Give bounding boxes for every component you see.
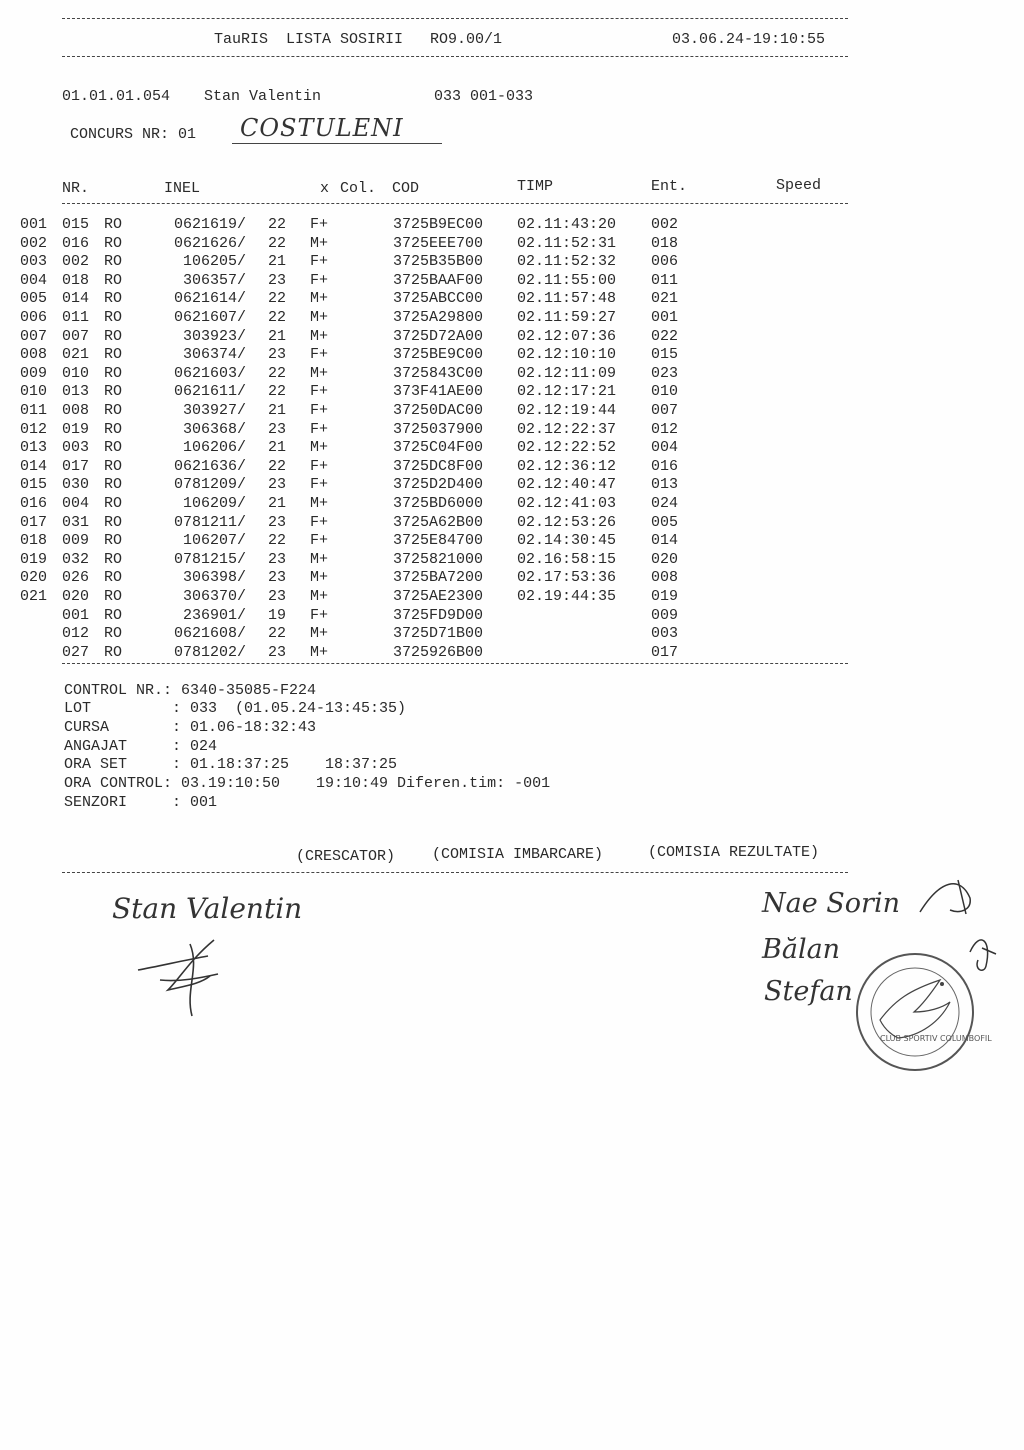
cell-ctry: RO <box>104 625 123 643</box>
ora-set-line: ORA SET : 01.18:37:25 18:37:25 <box>64 756 398 773</box>
cell-cod: 3725AE2300 <box>393 588 484 605</box>
cell-nr: 014 <box>62 290 90 308</box>
table-row <box>0 328 1024 346</box>
cell-yr: 19 <box>268 606 287 624</box>
cell-cod: 3725ABCC00 <box>393 290 484 308</box>
cell-yr: 21 <box>268 495 287 512</box>
cell-cod: 3725D72A00 <box>393 327 484 345</box>
cell-sex: M+ <box>310 588 329 605</box>
table-header-rule <box>62 203 848 204</box>
angajat-line: ANGAJAT : 024 <box>64 738 218 755</box>
cell-ent: 012 <box>651 420 679 438</box>
cell-ent: 017 <box>651 643 679 661</box>
cell-nr: 001 <box>62 606 90 624</box>
cell-yr: 23 <box>268 588 287 605</box>
cell-timp: 02.12:11:09 <box>517 364 617 382</box>
cell-ctry: RO <box>104 606 123 624</box>
cell-cod: 3725EEE700 <box>393 234 484 252</box>
table-row <box>0 532 1024 550</box>
cell-ctry: RO <box>104 495 123 512</box>
cell-ring: 0621614/ <box>173 290 246 308</box>
cell-nr: 030 <box>62 476 90 494</box>
cell-sex: M+ <box>310 290 329 308</box>
report-datetime: 03.06.24-19:10:55 <box>672 31 826 48</box>
cell-pos: 008 <box>20 346 48 364</box>
cell-sex: F+ <box>310 457 329 475</box>
cursa-line: CURSA : 01.06-18:32:43 <box>64 719 317 736</box>
cell-ctry: RO <box>104 290 123 308</box>
cell-ring: 0621626/ <box>173 234 246 252</box>
cell-nr: 011 <box>62 309 90 326</box>
cell-nr: 004 <box>62 495 90 512</box>
cell-cod: 3725A62B00 <box>393 513 484 531</box>
cell-yr: 22 <box>268 625 287 643</box>
cell-pos: 021 <box>20 588 48 605</box>
cell-pos: 002 <box>20 234 48 252</box>
cell-nr: 021 <box>62 346 90 364</box>
cell-cod: 3725B9EC00 <box>393 216 484 233</box>
cell-cod: 3725C04F00 <box>393 439 484 457</box>
cell-timp: 02.19:44:35 <box>517 588 617 605</box>
cell-yr: 22 <box>268 216 287 233</box>
cell-yr: 22 <box>268 364 287 382</box>
col-speed: Speed <box>776 177 822 194</box>
cell-nr: 019 <box>62 420 90 438</box>
cell-yr: 22 <box>268 309 287 326</box>
cell-ent: 019 <box>651 588 679 605</box>
cell-yr: 21 <box>268 439 287 457</box>
header-rule <box>62 56 848 57</box>
cell-sex: M+ <box>310 625 329 643</box>
cell-timp: 02.12:19:44 <box>517 402 617 419</box>
cell-yr: 21 <box>268 327 287 345</box>
cell-timp: 02.12:41:03 <box>517 495 617 512</box>
cell-sex: M+ <box>310 550 329 568</box>
cell-ctry: RO <box>104 513 123 531</box>
cell-sex: F+ <box>310 402 329 419</box>
right-signer-1: Nae Sorin <box>762 888 900 919</box>
owner-range: 033 001-033 <box>434 88 534 105</box>
cell-ctry: RO <box>104 271 123 289</box>
cell-ent: 020 <box>651 550 679 568</box>
cell-sex: F+ <box>310 420 329 438</box>
cell-nr: 026 <box>62 569 90 587</box>
cell-yr: 23 <box>268 513 287 531</box>
cell-timp: 02.12:22:52 <box>517 439 617 457</box>
table-row <box>0 290 1024 308</box>
cell-ent: 013 <box>651 476 679 494</box>
cell-timp: 02.12:10:10 <box>517 346 617 364</box>
cell-ctry: RO <box>104 550 123 568</box>
cell-timp: 02.11:43:20 <box>517 216 617 233</box>
cell-nr: 018 <box>62 271 90 289</box>
table-row <box>0 607 1024 625</box>
cell-cod: 3725926B00 <box>393 643 484 661</box>
cell-sex: M+ <box>310 364 329 382</box>
table-row <box>0 346 1024 364</box>
cell-timp: 02.12:07:36 <box>517 327 617 345</box>
cell-timp: 02.11:52:32 <box>517 253 617 271</box>
cell-pos: 011 <box>20 402 48 419</box>
cell-ent: 010 <box>651 383 679 401</box>
cell-pos: 005 <box>20 290 48 308</box>
cell-nr: 010 <box>62 364 90 382</box>
cell-ring: 306398/ <box>182 569 246 587</box>
cell-ring: 0621636/ <box>173 457 246 475</box>
cell-pos: 006 <box>20 309 48 326</box>
table-row <box>0 272 1024 290</box>
cell-ring: 0781211/ <box>173 513 246 531</box>
cell-timp: 02.11:52:31 <box>517 234 617 252</box>
right-signer-2: Bălan <box>762 934 841 965</box>
table-row <box>0 253 1024 271</box>
cell-timp: 02.11:57:48 <box>517 290 617 308</box>
cell-pos: 001 <box>20 216 48 233</box>
cell-pos: 012 <box>20 420 48 438</box>
report-title: TauRIS LISTA SOSIRII RO9.00/1 <box>214 31 503 48</box>
cell-pos: 003 <box>20 253 48 271</box>
cell-sex: F+ <box>310 271 329 289</box>
cell-ent: 011 <box>651 271 679 289</box>
cell-pos: 017 <box>20 513 48 531</box>
cell-ctry: RO <box>104 402 123 419</box>
cell-cod: 3725A29800 <box>393 309 484 326</box>
table-row <box>0 625 1024 643</box>
cell-pos: 009 <box>20 364 48 382</box>
cell-timp: 02.12:22:37 <box>517 420 617 438</box>
cell-ring: 306368/ <box>182 420 246 438</box>
owner-code: 01.01.01.054 <box>62 88 171 105</box>
cell-timp: 02.12:17:21 <box>517 383 617 401</box>
table-row <box>0 588 1024 606</box>
concurs-underline <box>232 143 442 144</box>
cell-timp: 02.12:53:26 <box>517 513 617 531</box>
cell-ring: 0621611/ <box>173 383 246 401</box>
col-inel: INEL <box>164 180 201 197</box>
cell-pos: 007 <box>20 327 48 345</box>
cell-ent: 008 <box>651 569 679 587</box>
cell-cod: 37250DAC00 <box>393 402 484 419</box>
cell-cod: 3725FD9D00 <box>393 606 484 624</box>
cell-nr: 016 <box>62 234 90 252</box>
cell-timp: 02.12:40:47 <box>517 476 617 494</box>
cell-sex: M+ <box>310 309 329 326</box>
cell-yr: 22 <box>268 457 287 475</box>
cell-yr: 21 <box>268 402 287 419</box>
cell-ring: 106209/ <box>182 495 246 512</box>
cell-cod: 3725BAAF00 <box>393 271 484 289</box>
cell-cod: 3725821000 <box>393 550 484 568</box>
cell-yr: 22 <box>268 290 287 308</box>
signature-rule <box>62 872 848 873</box>
cell-sex: F+ <box>310 476 329 494</box>
cell-nr: 020 <box>62 588 90 605</box>
cell-pos: 018 <box>20 532 48 550</box>
cell-ctry: RO <box>104 439 123 457</box>
top-rule <box>62 18 848 19</box>
cell-ent: 009 <box>651 606 679 624</box>
cell-pos: 019 <box>20 550 48 568</box>
cell-ring: 0621607/ <box>173 309 246 326</box>
cell-ctry: RO <box>104 457 123 475</box>
cell-yr: 22 <box>268 234 287 252</box>
cell-cod: 3725E84700 <box>393 532 484 550</box>
concurs-place: COSTULENI <box>240 114 404 142</box>
col-ent: Ent. <box>651 178 688 195</box>
cell-pos: 010 <box>20 383 48 401</box>
cell-ent: 022 <box>651 327 679 345</box>
cell-nr: 003 <box>62 439 90 457</box>
cell-cod: 3725BE9C00 <box>393 346 484 364</box>
cell-ent: 021 <box>651 290 679 308</box>
cell-cod: 3725B35B00 <box>393 253 484 271</box>
table-row <box>0 514 1024 532</box>
cell-ring: 306357/ <box>182 271 246 289</box>
cell-nr: 015 <box>62 216 90 233</box>
label-comisia-rezultate: (COMISIA REZULTATE) <box>648 844 820 861</box>
cell-ring: 106205/ <box>182 253 246 271</box>
cell-ent: 014 <box>651 532 679 550</box>
cell-ent: 001 <box>651 309 679 326</box>
cell-timp: 02.12:36:12 <box>517 457 617 475</box>
cell-sex: F+ <box>310 253 329 271</box>
cell-timp: 02.14:30:45 <box>517 532 617 550</box>
cell-nr: 002 <box>62 253 90 271</box>
cell-pos: 004 <box>20 271 48 289</box>
cell-ring: 306374/ <box>182 346 246 364</box>
cell-ring: 0621608/ <box>173 625 246 643</box>
cell-ctry: RO <box>104 216 123 233</box>
cell-ent: 007 <box>651 402 679 419</box>
ora-control-line: ORA CONTROL: 03.19:10:50 19:10:49 Diferen.tim: -001 <box>64 775 551 792</box>
cell-sex: F+ <box>310 346 329 364</box>
col-nr: NR. <box>62 180 90 197</box>
concurs-label: CONCURS NR: 01 <box>70 126 197 143</box>
table-row <box>0 402 1024 420</box>
cell-ctry: RO <box>104 346 123 364</box>
cell-ring: 106206/ <box>182 439 246 457</box>
cell-pos: 016 <box>20 495 48 512</box>
control-nr: CONTROL NR.: 6340-35085-F224 <box>64 682 317 699</box>
cell-cod: 3725843C00 <box>393 364 484 382</box>
cell-nr: 013 <box>62 383 90 401</box>
stamp-text: CLUB SPORTIV COLUMBOFIL <box>880 1034 992 1043</box>
cell-ring: 303923/ <box>182 327 246 345</box>
cell-yr: 23 <box>268 643 287 661</box>
cell-nr: 012 <box>62 625 90 643</box>
left-signer-name: Stan Valentin <box>112 892 303 925</box>
cell-ent: 016 <box>651 457 679 475</box>
cell-sex: F+ <box>310 383 329 401</box>
cell-nr: 027 <box>62 643 90 661</box>
cell-nr: 009 <box>62 532 90 550</box>
cell-ent: 006 <box>651 253 679 271</box>
lot-line: LOT : 033 (01.05.24-13:45:35) <box>64 700 407 717</box>
table-row <box>0 439 1024 457</box>
right-signer-3: Stefan <box>764 976 853 1007</box>
table-row <box>0 476 1024 494</box>
cell-sex: M+ <box>310 327 329 345</box>
label-crescator: (CRESCATOR) <box>296 848 396 865</box>
cell-ctry: RO <box>104 253 123 271</box>
cell-cod: 3725D71B00 <box>393 625 484 643</box>
cell-sex: M+ <box>310 643 329 661</box>
col-col: Col. <box>340 180 377 197</box>
label-comisia-imbarcare: (COMISIA IMBARCARE) <box>432 846 604 863</box>
cell-ent: 004 <box>651 439 679 457</box>
table-row <box>0 569 1024 587</box>
cell-ctry: RO <box>104 569 123 587</box>
cell-ctry: RO <box>104 309 123 326</box>
cell-yr: 22 <box>268 383 287 401</box>
cell-cod: 3725BD6000 <box>393 495 484 512</box>
cell-yr: 23 <box>268 271 287 289</box>
cell-pos: 015 <box>20 476 48 494</box>
cell-ring: 0781209/ <box>173 476 246 494</box>
cell-ring: 0621603/ <box>173 364 246 382</box>
cell-cod: 3725BA7200 <box>393 569 484 587</box>
cell-ctry: RO <box>104 383 123 401</box>
left-signature-scribble <box>130 938 240 1028</box>
cell-ring: 0781202/ <box>173 643 246 661</box>
table-row <box>0 551 1024 569</box>
cell-timp: 02.11:55:00 <box>517 271 617 289</box>
cell-timp: 02.11:59:27 <box>517 309 617 326</box>
cell-cod: 373F41AE00 <box>393 383 484 401</box>
cell-ent: 023 <box>651 364 679 382</box>
cell-timp: 02.16:58:15 <box>517 550 617 568</box>
owner-name: Stan Valentin <box>204 88 322 105</box>
col-timp: TIMP <box>517 178 554 195</box>
cell-ent: 003 <box>651 625 679 643</box>
cell-sex: M+ <box>310 569 329 587</box>
cell-ent: 005 <box>651 513 679 531</box>
club-stamp <box>850 950 980 1080</box>
cell-ent: 024 <box>651 495 679 512</box>
cell-pos: 020 <box>20 569 48 587</box>
cell-nr: 008 <box>62 402 90 419</box>
cell-ctry: RO <box>104 643 123 661</box>
col-x: x <box>320 180 330 197</box>
cell-sex: M+ <box>310 439 329 457</box>
cell-nr: 007 <box>62 327 90 345</box>
cell-ring: 0781215/ <box>173 550 246 568</box>
table-row <box>0 383 1024 401</box>
cell-sex: M+ <box>310 234 329 252</box>
cell-ctry: RO <box>104 532 123 550</box>
table-row <box>0 495 1024 513</box>
cell-yr: 21 <box>268 253 287 271</box>
cell-nr: 031 <box>62 513 90 531</box>
cell-ctry: RO <box>104 420 123 438</box>
cell-sex: F+ <box>310 532 329 550</box>
table-row <box>0 365 1024 383</box>
cell-ctry: RO <box>104 234 123 252</box>
cell-ent: 018 <box>651 234 679 252</box>
cell-ctry: RO <box>104 327 123 345</box>
table-row <box>0 235 1024 253</box>
table-row <box>0 644 1024 662</box>
cell-ent: 002 <box>651 216 679 233</box>
cell-sex: F+ <box>310 606 329 624</box>
table-row <box>0 421 1024 439</box>
cell-nr: 017 <box>62 457 90 475</box>
cell-pos: 013 <box>20 439 48 457</box>
cell-ring: 106207/ <box>182 532 246 550</box>
cell-ent: 015 <box>651 346 679 364</box>
table-row <box>0 309 1024 327</box>
cell-ring: 0621619/ <box>173 216 246 233</box>
cell-cod: 3725DC8F00 <box>393 457 484 475</box>
cell-pos: 014 <box>20 457 48 475</box>
cell-yr: 23 <box>268 550 287 568</box>
cell-sex: M+ <box>310 495 329 512</box>
cell-yr: 23 <box>268 569 287 587</box>
cell-sex: F+ <box>310 216 329 233</box>
cell-yr: 23 <box>268 420 287 438</box>
cell-ctry: RO <box>104 364 123 382</box>
table-bottom-rule <box>62 663 848 664</box>
cell-cod: 3725037900 <box>393 420 484 438</box>
cell-yr: 23 <box>268 476 287 494</box>
cell-yr: 23 <box>268 346 287 364</box>
cell-timp: 02.17:53:36 <box>517 569 617 587</box>
cell-cod: 3725D2D400 <box>393 476 484 494</box>
cell-ring: 306370/ <box>182 588 246 605</box>
col-cod: COD <box>392 180 420 197</box>
senzori-line: SENZORI : 001 <box>64 794 218 811</box>
cell-sex: F+ <box>310 513 329 531</box>
cell-nr: 032 <box>62 550 90 568</box>
cell-ctry: RO <box>104 476 123 494</box>
table-row <box>0 458 1024 476</box>
cell-ring: 303927/ <box>182 402 246 419</box>
cell-ctry: RO <box>104 588 123 605</box>
cell-yr: 22 <box>268 532 287 550</box>
table-row <box>0 216 1024 234</box>
cell-ring: 236901/ <box>182 606 246 624</box>
